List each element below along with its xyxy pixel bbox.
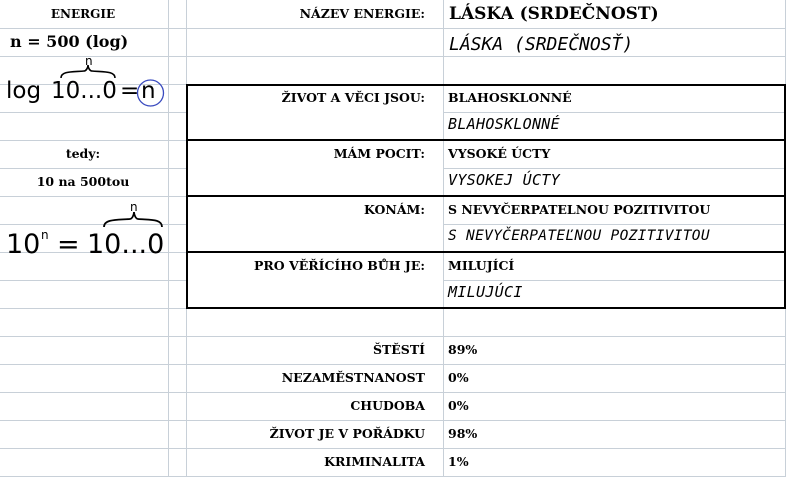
- overbrace-icon: [103, 211, 163, 229]
- stat-label[interactable]: ŠTĚSTÍ: [372, 342, 425, 357]
- tedy-label[interactable]: tedy:: [65, 146, 101, 161]
- grid-row-line: [0, 392, 786, 393]
- energie-header[interactable]: ENERGIE: [50, 7, 116, 21]
- ten-power-label[interactable]: 10 na 500tou: [36, 174, 130, 189]
- attribute-label[interactable]: KONÁM:: [364, 202, 425, 217]
- formula2-base: 10: [6, 229, 41, 260]
- attribute-label[interactable]: PRO VĚŘÍCÍHO BŮH JE:: [253, 258, 425, 273]
- attribute-handwritten[interactable]: VYSOKEJ ÚCTY: [448, 171, 560, 189]
- attribute-handwritten[interactable]: BLAHOSKLONNÉ: [448, 115, 560, 133]
- attribute-handwritten[interactable]: MILUJÚCI: [448, 283, 523, 301]
- stat-value[interactable]: 0%: [448, 370, 469, 385]
- group-divider: [186, 195, 786, 197]
- grid-row-line: [0, 28, 786, 29]
- formula2-exponent: n: [41, 228, 49, 242]
- stat-value[interactable]: 0%: [448, 398, 469, 413]
- formula2-n-superscript: n: [130, 200, 138, 214]
- formula-equals: =: [120, 78, 140, 104]
- formula-log-text: log: [6, 78, 42, 104]
- stat-label[interactable]: NEZAMĚSTNANOST: [281, 370, 425, 385]
- stat-label[interactable]: CHUDOBA: [350, 398, 425, 413]
- grid-row-line: [0, 336, 786, 337]
- attribute-value[interactable]: BLAHOSKLONNÉ: [448, 90, 572, 105]
- energy-name-value[interactable]: LÁSKA (SRDEČNOST): [449, 4, 659, 24]
- group-divider: [186, 139, 786, 141]
- attribute-label[interactable]: MÁM POCIT:: [333, 146, 425, 161]
- attribute-value[interactable]: VYSOKÉ ÚCTY: [448, 146, 551, 161]
- formula-n-superscript: n: [85, 54, 93, 68]
- stat-value[interactable]: 1%: [448, 454, 469, 469]
- n-value-cell[interactable]: n = 500 (log): [10, 32, 129, 51]
- energy-name-label[interactable]: NÁZEV ENERGIE:: [299, 6, 425, 21]
- formula2-ten-zeros: 10...0: [87, 229, 165, 260]
- attribute-value[interactable]: MILUJÍCÍ: [448, 258, 515, 273]
- energy-name-handwritten[interactable]: LÁSKA (SRDEČNOSŤ): [449, 34, 634, 55]
- stat-value[interactable]: 89%: [448, 342, 478, 357]
- attribute-handwritten[interactable]: S NEVYČERPATEĽNOU POZITIVITOU: [448, 228, 710, 244]
- stat-label[interactable]: KRIMINALITA: [324, 454, 425, 469]
- grid-row-line: [0, 56, 786, 57]
- formula2-equals: =: [57, 229, 80, 260]
- stat-value[interactable]: 98%: [448, 426, 478, 441]
- formula-ten-zeros: 10...0: [51, 78, 117, 104]
- formula-n-circled: n: [141, 78, 156, 104]
- grid-row-line: [0, 448, 786, 449]
- overbrace-icon: [60, 64, 116, 80]
- group-divider: [186, 251, 786, 253]
- grid-row-line: [0, 364, 786, 365]
- stat-label[interactable]: ŽIVOT JE V POŘÁDKU: [269, 426, 425, 441]
- grid-column-line: [168, 0, 169, 477]
- grid-row-line: [0, 420, 786, 421]
- attribute-value[interactable]: S NEVYČERPATELNOU POZITIVITOU: [448, 202, 711, 217]
- attribute-label[interactable]: ŽIVOT A VĚCI JSOU:: [281, 90, 425, 105]
